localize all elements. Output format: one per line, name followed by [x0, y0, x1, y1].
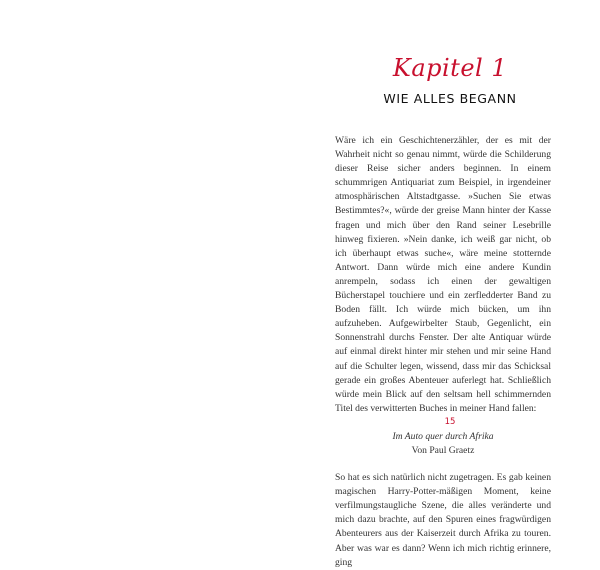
quote-title: Im Auto quer durch Afrika	[392, 430, 494, 442]
body-text	[335, 134, 551, 570]
book-quote	[335, 430, 551, 458]
chapter-title: WIE ALLES BEGANN	[383, 91, 517, 106]
paragraph-1: Wäre ich ein Geschichtenerzähler, der es mit der Wahrheit nicht so genau nimmt, würde die Schilderung dieser Reise sicher anders beginnen. In einem schummrigen Antiquariat zum Beispiel, in irgendeiner atmosphärischen Altstadtgasse. »Suchen Sie etwas Bestimmtes?«, würde der greise Mann hinter der Kasse fragen und mich über den Rand seiner Lesebrille hinweg fixieren. »Nein danke, ich weiß gar nicht, ob ich überhaupt etwas suche«, wäre meine stotternde Antwort. Dann würde mich eine andere Kundin anrempeln, sodass ich einen der gewaltigen Bücherstapel touchiere und ein zerfledderter Band zu Boden fällt. Ich würde mich bücken, um ihn aufzuheben. Aufgewirbelter Staub, Gegenlicht, ein Sonnenstrahl durchs Fenster. Der alte Antiquar würde auf einmal direkt hinter mir stehen und mir seine Hand auf die Schulter legen, wissend, dass mir das Schicksal gerade ein großes Abenteuer auferlegt hat. Schließlich würde mein Blick auf den seltsam hell schimmernden Titel des verwitterten Buches in meiner Hand fallen:	[335, 135, 551, 414]
left-page-blank	[0, 0, 300, 463]
quote-author: Von Paul Graetz	[411, 444, 475, 456]
page-number: 15	[444, 417, 456, 427]
paragraph-2: So hat es sich natürlich nicht zugetragen. Es gab keinen magischen Harry-Potter-mäßigen Moment, keine verfilmungstaugliche Szene, die alles veränderte und mich dazu brachte, auf den Spuren eines fragwürdigen Abenteurers aus der Kaiserzeit durch Afrika zu touren. Aber was war es dann? Wenn ich mich richtig erinnere, ging	[335, 472, 551, 568]
right-page	[300, 0, 600, 568]
chapter-label: Kapitel 1	[392, 54, 508, 82]
